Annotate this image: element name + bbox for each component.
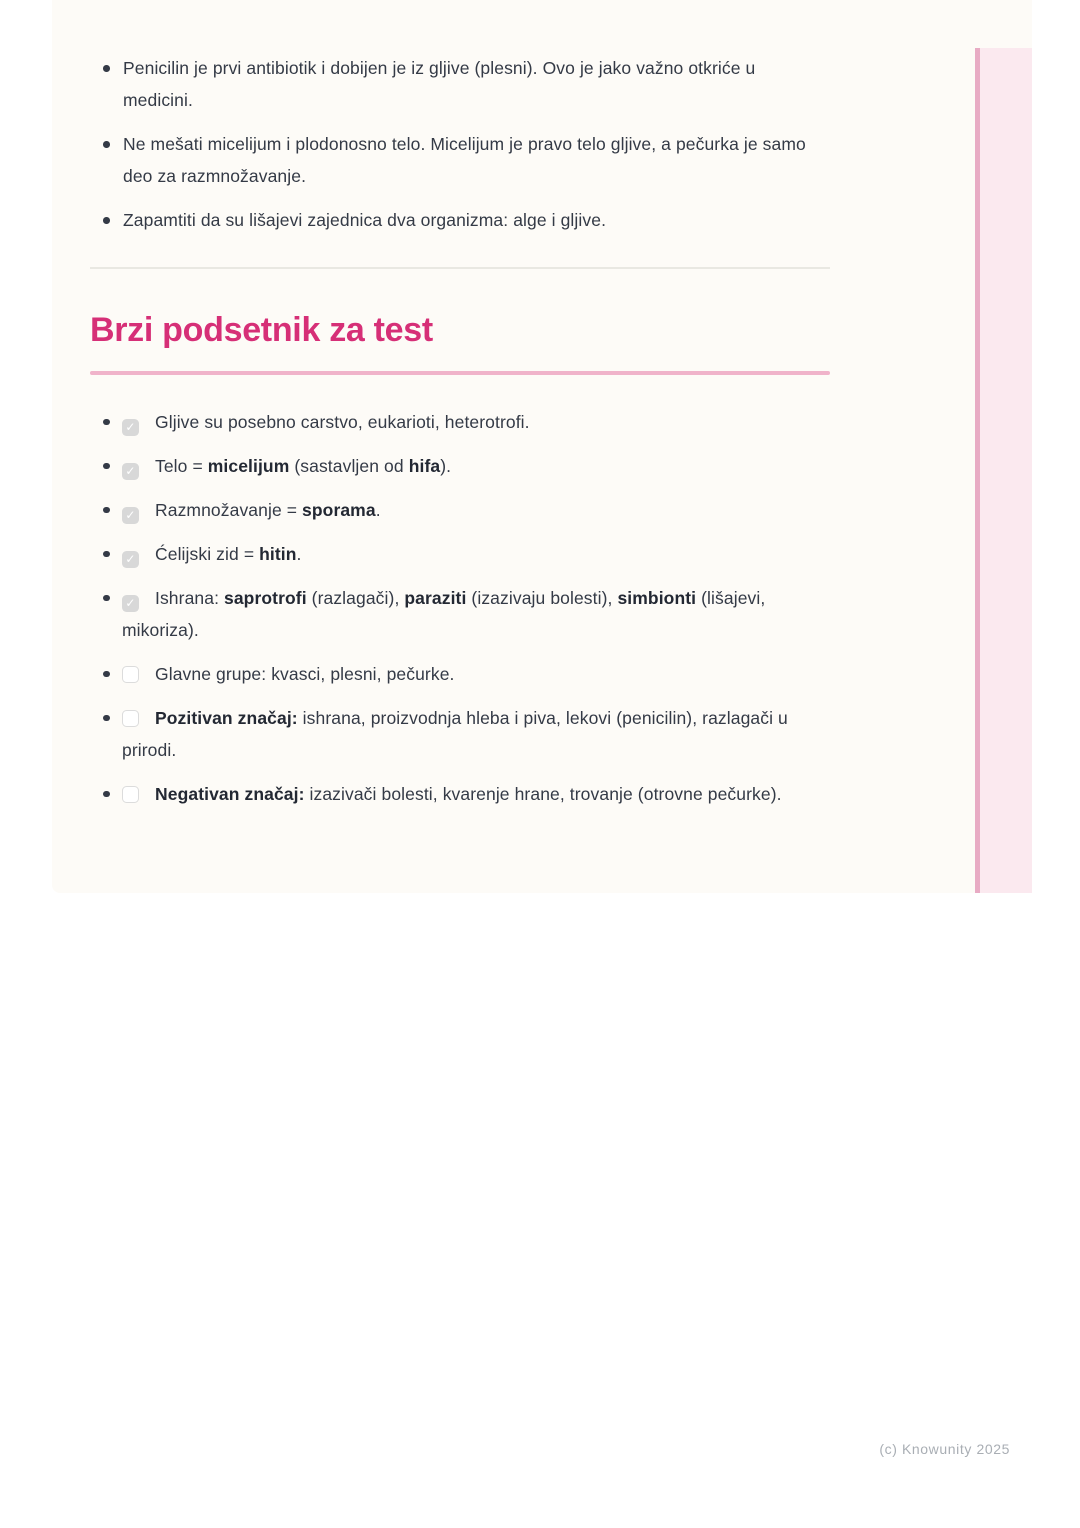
checklist-text: Gljive su posebno carstvo, eukarioti, heterotrofi. [155,411,530,432]
bullet-dot-icon [103,791,110,798]
checklist [90,406,830,810]
checklist-text: Pozitivan značaj: ishrana, proizvodnja hleba i piva, lekovi (penicilin), razlagači u prirodi. [122,707,788,760]
checklist-text: Glavne grupe: kvasci, plesni, pečurke. [155,663,455,684]
note-text: Penicilin je prvi antibiotik i dobijen je iz gljive (plesni). Ovo je jako važno otkriće u medicini. [123,58,756,110]
content-column [90,0,830,822]
bullet-dot-icon [103,419,110,426]
checklist-text: Telo = micelijum (sastavljen od hifa). [155,455,452,476]
bullet-dot-icon [103,217,110,224]
checklist-item [90,494,830,526]
checklist-text: Negativan značaj: izazivači bolesti, kvarenje hrane, trovanje (otrovne pečurke). [155,783,782,804]
note-list-item [90,204,830,236]
bullet-dot-icon [103,507,110,514]
checkbox[interactable] [122,786,139,803]
checkbox[interactable] [122,507,139,524]
section-divider [90,267,830,269]
checkbox[interactable] [122,666,139,683]
checklist-item [90,702,830,766]
notes-list [90,52,830,236]
checklist-item [90,658,830,690]
note-list-item [90,52,830,116]
checkbox[interactable] [122,551,139,568]
checkmark-icon: ✓ [125,419,136,434]
checklist-text: Ishrana: saprotrofi (razlagači), paraziti (izazivaju bolesti), simbionti (lišajevi, mikoriza). [122,587,766,640]
checklist-item [90,538,830,570]
checklist-text: Razmnožavanje = sporama. [155,499,381,520]
footer-copyright: (c) Knowunity 2025 [879,1441,1010,1457]
checkmark-icon: ✓ [125,507,136,522]
checkbox[interactable] [122,710,139,727]
pink-accent-column [975,48,1032,893]
section-title-underline [90,371,830,375]
checkbox[interactable] [122,419,139,436]
checklist-text: Ćelijski zid = hitin. [155,543,302,564]
checklist-item [90,406,830,438]
bullet-dot-icon [103,671,110,678]
checklist-item [90,450,830,482]
checklist-item [90,582,830,646]
content-card [52,0,1032,893]
bullet-dot-icon [103,715,110,722]
bullet-dot-icon [103,141,110,148]
note-list-item [90,128,830,192]
checkmark-icon: ✓ [125,595,136,610]
checkbox[interactable] [122,463,139,480]
bullet-dot-icon [103,463,110,470]
checklist-item [90,778,830,810]
checkmark-icon: ✓ [125,463,136,478]
bullet-dot-icon [103,65,110,72]
bullet-dot-icon [103,551,110,558]
note-text: Ne mešati micelijum i plodonosno telo. Micelijum je pravo telo gljive, a pečurka je samo deo za razmnožavanje. [123,134,806,186]
checkbox[interactable] [122,595,139,612]
bullet-dot-icon [103,595,110,602]
checkmark-icon: ✓ [125,551,136,566]
section-title: Brzi podsetnik za test [90,311,433,349]
note-text: Zapamtiti da su lišajevi zajednica dva organizma: alge i gljive. [123,210,607,230]
